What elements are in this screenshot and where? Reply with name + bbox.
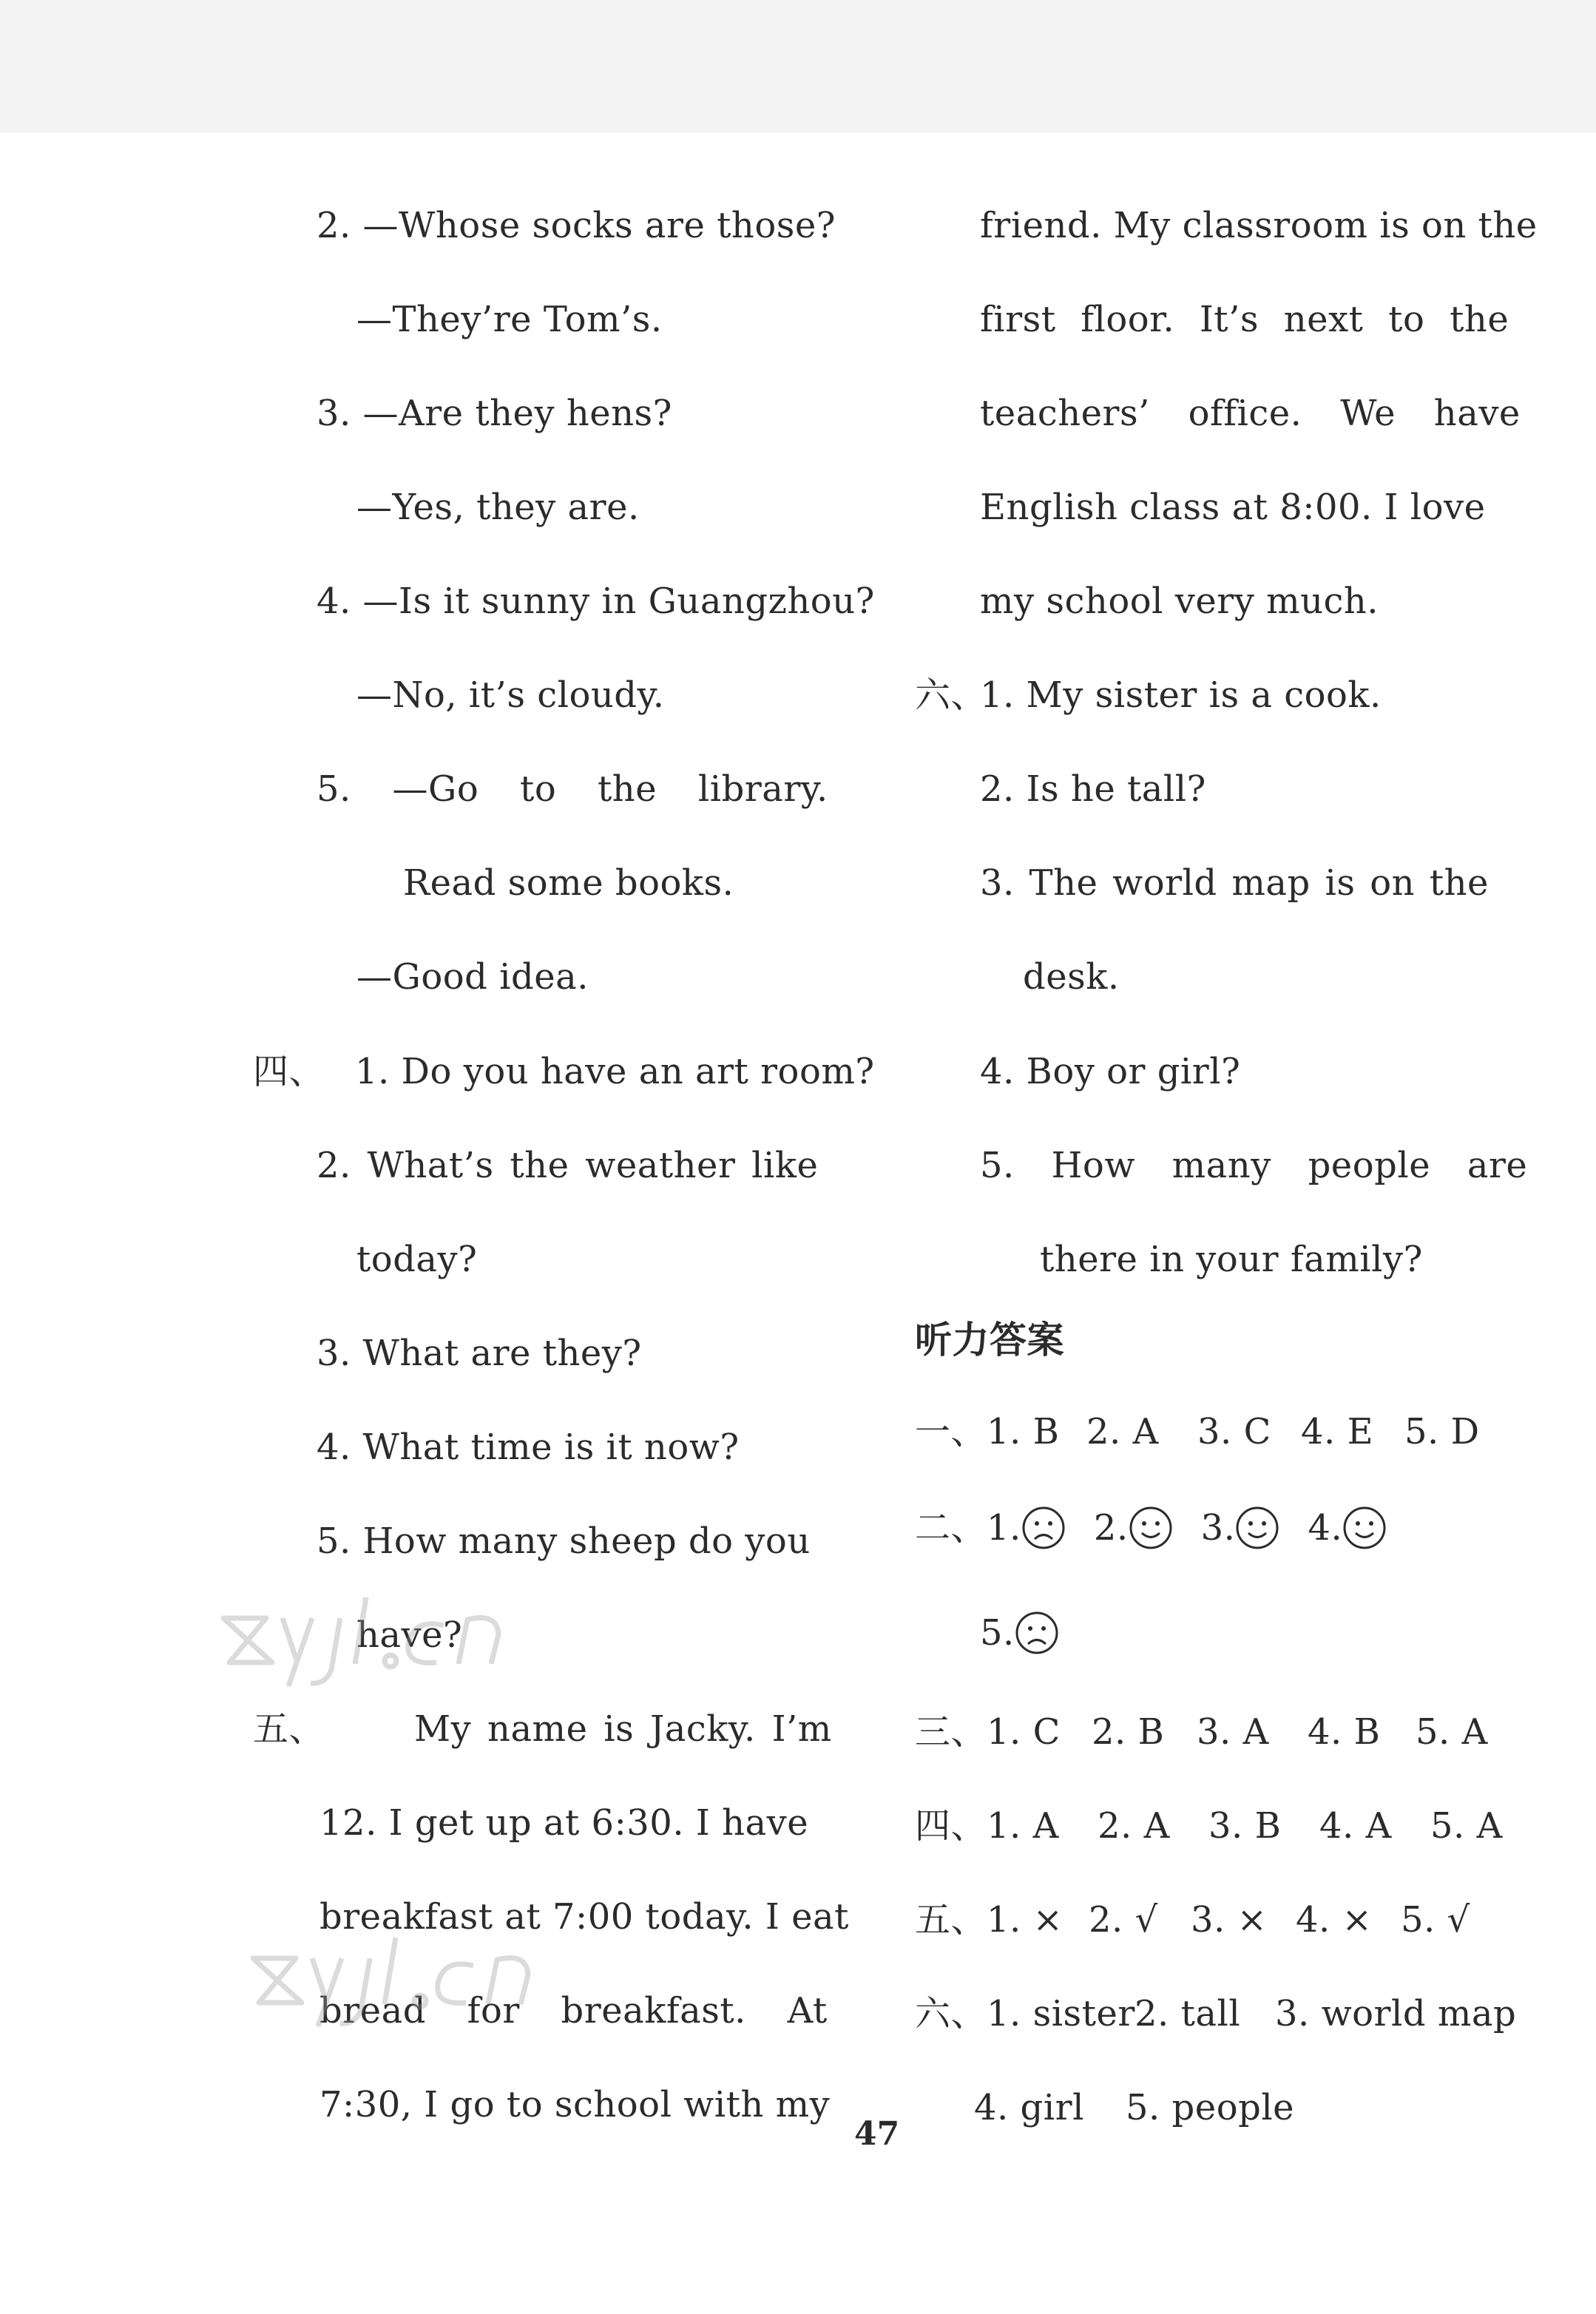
q3-line-8: Read some books. — [403, 862, 734, 904]
happy-face-icon — [1342, 1506, 1387, 1550]
section4-line-5: 4. What time is it now? — [317, 1427, 740, 1468]
listening-4-answer-3: 3. B — [1208, 1805, 1282, 1847]
q3-line-7 — [317, 767, 828, 811]
q3-line-2: —They’re Tom’s. — [356, 299, 663, 340]
happy-face-icon — [1235, 1506, 1279, 1550]
section5-line-1: My name is Jacky. I’m — [414, 1708, 832, 1750]
listening-6-answer-3: 3. world map — [1275, 1993, 1517, 2034]
section5-cont-line-2: first floor. It’s next to the — [980, 299, 1509, 340]
listening-5-answer-3: 3. × — [1191, 1899, 1268, 1941]
section5-line-2: 12. I get up at 6:30. I have — [319, 1802, 809, 1844]
section4-line-4: 3. What are they? — [317, 1333, 642, 1374]
happy-face-icon — [1129, 1506, 1173, 1550]
q3-line-3: 3. —Are they hens? — [317, 393, 672, 434]
q3-line-5: 4. —Is it sunny in Guangzhou? — [317, 581, 875, 622]
section5-cont-line-3: teachers’ office. We have — [980, 393, 1521, 434]
q3-line-4: —Yes, they are. — [356, 487, 640, 528]
section6-line-7: there in your family? — [1040, 1239, 1423, 1280]
scan-margin — [0, 0, 1596, 133]
listening-4-row — [915, 1804, 1503, 1848]
section5-cont-line-1: friend. My classroom is on the — [980, 205, 1538, 246]
section6-line-5: 4. Boy or girl? — [980, 1051, 1241, 1092]
listening-2-num-1: 1. — [987, 1507, 1021, 1549]
section4-line-1: 1. Do you have an art room? — [355, 1051, 875, 1092]
page-number: 47 — [854, 2115, 900, 2153]
section5-line-4: bread for breakfast. At — [319, 1990, 828, 2031]
listening-5-answer-5: 5. √ — [1401, 1899, 1470, 1941]
section5-line-5: 7:30, I go to school with my — [319, 2084, 831, 2125]
q3-line-9: —Good idea. — [356, 956, 589, 998]
listening-1-answer-1: 1. B — [987, 1411, 1060, 1452]
section5-cont-line-5: my school very much. — [980, 581, 1379, 622]
listening-2-num-4: 4. — [1308, 1507, 1343, 1549]
listening-6-row — [915, 1992, 1516, 2036]
listening-answers-heading: 听力答案 — [915, 1319, 1064, 1361]
listening-3-answer-4: 4. B — [1308, 1711, 1381, 1753]
section6-marker: 六、 — [915, 674, 987, 716]
watermark-logo-icon — [244, 1930, 614, 2034]
listening-5-row — [915, 1898, 1470, 1942]
listening-2-num-2: 2. — [1093, 1507, 1129, 1549]
listening-2-marker: 二、 — [915, 1507, 987, 1549]
listening-4-answer-5: 5. A — [1430, 1805, 1503, 1847]
listening-1-answer-2: 2. A — [1086, 1411, 1159, 1452]
listening-5-answer-1: 1. × — [987, 1899, 1064, 1941]
section6-line-3: 3. The world map is on the — [980, 862, 1489, 904]
q3-line-6: —No, it’s cloudy. — [356, 674, 665, 716]
section5-line-3: breakfast at 7:00 today. I eat — [319, 1896, 849, 1938]
section4-line-3: today? — [356, 1239, 478, 1280]
listening-4-answer-1: 1. A — [987, 1805, 1059, 1847]
listening-6-answer-5: 5. people — [1126, 2087, 1295, 2128]
section4-line-2: 2. What’s the weather like — [317, 1145, 819, 1186]
listening-5-answer-4: 4. × — [1296, 1899, 1373, 1941]
listening-5-answer-2: 2. √ — [1089, 1899, 1158, 1941]
section6-line-1: 1. My sister is a cook. — [980, 674, 1382, 716]
listening-6-answer-2: 2. tall — [1135, 1993, 1241, 2034]
listening-6-answer-1: 1. sister — [987, 1993, 1135, 2034]
watermark-logo-icon — [214, 1590, 584, 1694]
listening-1-row — [915, 1410, 1480, 1454]
listening-2-num-3: 3. — [1200, 1507, 1236, 1549]
listening-1-answer-3: 3. C — [1197, 1411, 1271, 1452]
listening-3-answer-2: 2. B — [1092, 1711, 1165, 1753]
listening-3-answer-5: 5. A — [1416, 1711, 1488, 1753]
listening-5-marker: 五、 — [915, 1899, 987, 1941]
listening-6-marker: 六、 — [915, 1993, 987, 2034]
section6-line-2: 2. Is he tall? — [980, 768, 1206, 810]
sad-face-icon — [1021, 1506, 1066, 1550]
listening-4-answer-2: 2. A — [1098, 1805, 1170, 1847]
section4-line-7: have? — [356, 1614, 463, 1656]
listening-2-num-5: 5. — [980, 1612, 1015, 1654]
listening-1-answer-4: 4. E — [1301, 1411, 1374, 1452]
listening-6-answer-4: 4. girl — [974, 2087, 1084, 2128]
section6-line-6: 5. How many people are — [980, 1145, 1528, 1186]
listening-2-row-b — [980, 1611, 1059, 1655]
listening-6-row-b — [974, 2085, 1294, 2130]
listening-1-answer-5: 5. D — [1404, 1411, 1480, 1452]
listening-4-marker: 四、 — [915, 1805, 987, 1847]
listening-2-row — [915, 1506, 1387, 1550]
listening-4-answer-4: 4. A — [1319, 1805, 1392, 1847]
listening-3-answer-3: 3. A — [1197, 1711, 1269, 1753]
sad-face-icon — [1015, 1611, 1059, 1655]
listening-3-answer-1: 1. C — [987, 1711, 1061, 1753]
section4-marker: 四、 — [253, 1051, 325, 1092]
section4-line-6: 5. How many sheep do you — [317, 1520, 811, 1562]
section5-cont-line-4: English class at 8:00. I love — [980, 487, 1486, 528]
listening-3-row — [915, 1710, 1488, 1754]
q3-line-7-words: 5. —Go to the library. — [317, 768, 828, 810]
listening-1-marker: 一、 — [915, 1411, 987, 1452]
q3-line-1: 2. —Whose socks are those? — [317, 205, 836, 246]
section5-marker: 五、 — [253, 1708, 325, 1750]
section6-line-4: desk. — [1023, 956, 1120, 998]
listening-3-marker: 三、 — [915, 1711, 987, 1753]
